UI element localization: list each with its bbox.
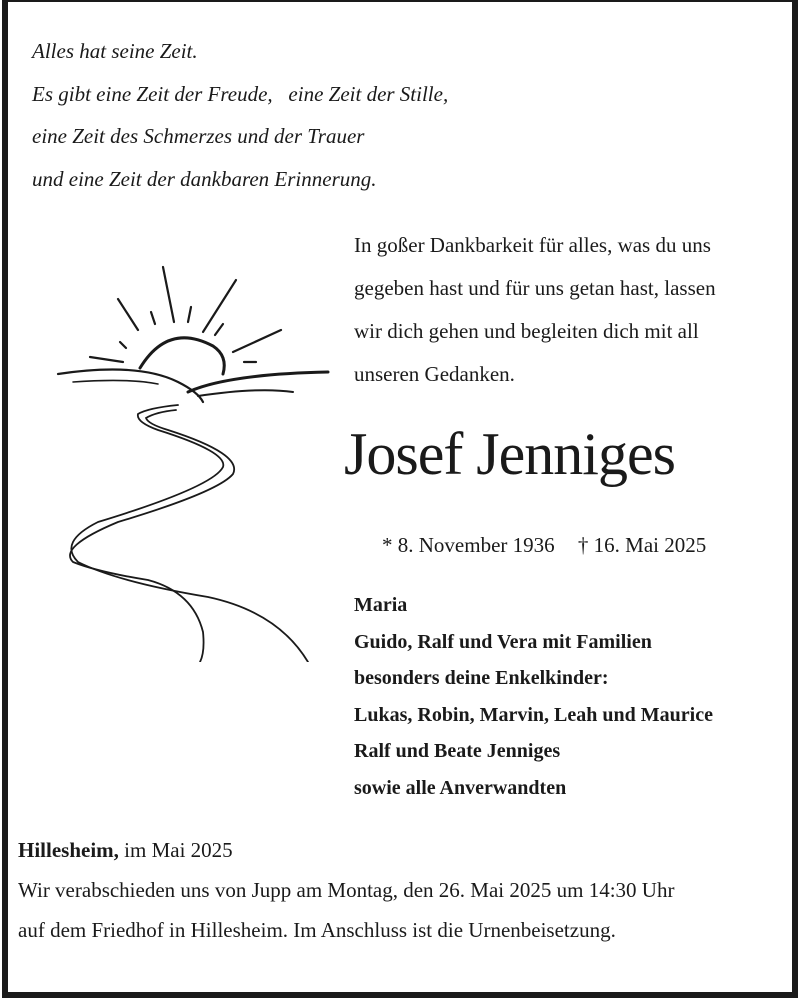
service-line: Wir verabschieden uns von Jupp am Montag, den 26. Mai 2025 um 14:30 Uhr: [18, 878, 675, 902]
poem-line: eine Zeit des Schmerzes und der Trauer: [32, 124, 365, 148]
service-notice: [18, 870, 674, 950]
place-date: [18, 838, 233, 863]
mourner-line: besonders deine Enkelkinder:: [354, 667, 609, 689]
mourner-line: Ralf und Beate Jenniges: [354, 740, 561, 762]
life-dates: [382, 533, 724, 558]
poem-line: Es gibt eine Zeit der Freude, eine Zeit der Stille,: [32, 81, 449, 106]
poem-line: Alles hat seine Zeit.: [32, 39, 198, 63]
poem: [32, 30, 448, 200]
sunrise-path-illustration: [18, 262, 338, 662]
death-date: † 16. Mai 2025: [577, 533, 707, 557]
service-line: auf dem Friedhof in Hillesheim. Im Anschluss ist die Urnenbeisetzung.: [18, 918, 616, 942]
birth-date: * 8. November 1936: [382, 533, 555, 557]
intro-line: unseren Gedanken.: [354, 362, 515, 386]
poem-line: und eine Zeit der dankbaren Erinnerung.: [32, 166, 377, 191]
intro-text: [354, 224, 774, 396]
mourner-line: Lukas, Robin, Marvin, Leah und Maurice: [354, 703, 713, 726]
deceased-name: Josef Jenniges: [344, 421, 675, 487]
mourner-line: sowie alle Anverwandten: [354, 776, 567, 799]
mourner-line: Guido, Ralf und Vera mit Familien: [354, 630, 652, 653]
place-name: Hillesheim,: [18, 838, 119, 862]
mourners-list: [354, 587, 713, 806]
intro-line: gegeben hast und für uns getan hast, lassen: [354, 276, 716, 300]
mourner-line: Maria: [354, 594, 408, 616]
date-text: im Mai 2025: [118, 838, 233, 862]
intro-line: wir dich gehen und begleiten dich mit all: [354, 319, 699, 343]
intro-line: In goßer Dankbarkeit für alles, was du uns: [354, 233, 711, 257]
